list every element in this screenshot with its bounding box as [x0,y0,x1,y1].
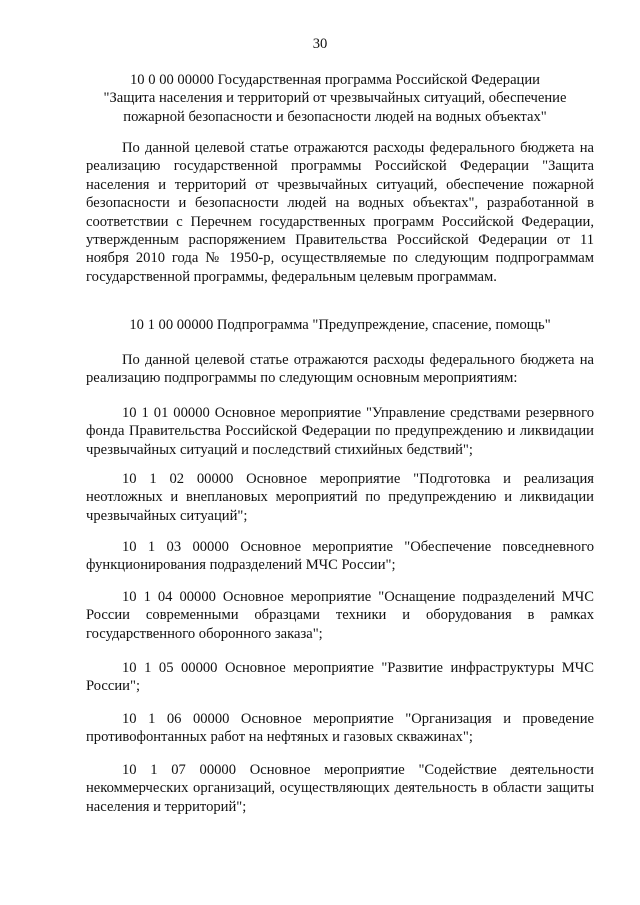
program-description-paragraph: По данной целевой статье отражаются расходы федерального бюджета на реализацию государственной программы Российской Федерации "Защита населения и территорий от чрезвычайных ситуаций, обеспечение пожарной безопасности и безопасности людей на водных объектах", разработанной в соответствии с Перечнем государственных программ Российской Федерации, утвержденным распоряжением Правительства Российской Федерации от 11 ноября 2010 года № 1950-р, осуществляемые по следующим подпрограммам государственной программы, федеральным целевым программам. [86,140,594,285]
activity-10-1-03: 10 1 03 00000 Основное мероприятие "Обеспечение повседневного функционирования подразделений МЧС России"; [86,539,594,574]
activity-10-1-06: 10 1 06 00000 Основное мероприятие "Организация и проведение противофонтанных работ на нефтяных и газовых скважинах"; [86,711,594,746]
heading-line-2: "Защита населения и территорий от чрезвычайных ситуаций, обеспечение [103,90,567,107]
heading-line-3: пожарной безопасности и безопасности людей на водных объектах" [123,108,547,125]
subprogram-description-paragraph: По данной целевой статье отражаются расходы федерального бюджета на реализацию подпрограммы по следующим основным мероприятиям: [86,352,594,387]
activity-10-1-07: 10 1 07 00000 Основное мероприятие "Содействие деятельности некоммерческих организаций, осуществляющих деятельность в области защиты населения и территорий"; [86,762,594,815]
program-heading [80,71,590,126]
heading-line-1: 10 0 00 00000 Государственная программа Российской Федерации [130,72,540,88]
activity-10-1-02: 10 1 02 00000 Основное мероприятие "Подготовка и реализация неотложных и внеплановых мероприятий по предупреждению и ликвидации чрезвычайных ситуаций"; [86,471,594,524]
page-number: 30 [312,36,328,52]
activity-10-1-05: 10 1 05 00000 Основное мероприятие "Развитие инфраструктуры МЧС России"; [86,660,594,695]
activity-10-1-01: 10 1 01 00000 Основное мероприятие "Управление средствами резервного фонда Правительства Российской Федерации по предупреждению и ликвидации чрезвычайных ситуаций и последствий стихийных бедствий"; [86,405,594,458]
subprogram-heading: 10 1 00 00000 Подпрограмма "Предупреждение, спасение, помощь" [129,317,551,333]
activity-10-1-04: 10 1 04 00000 Основное мероприятие "Оснащение подразделений МЧС России современными образцами техники и оборудования в рамках государственного оборонного заказа"; [86,589,594,642]
